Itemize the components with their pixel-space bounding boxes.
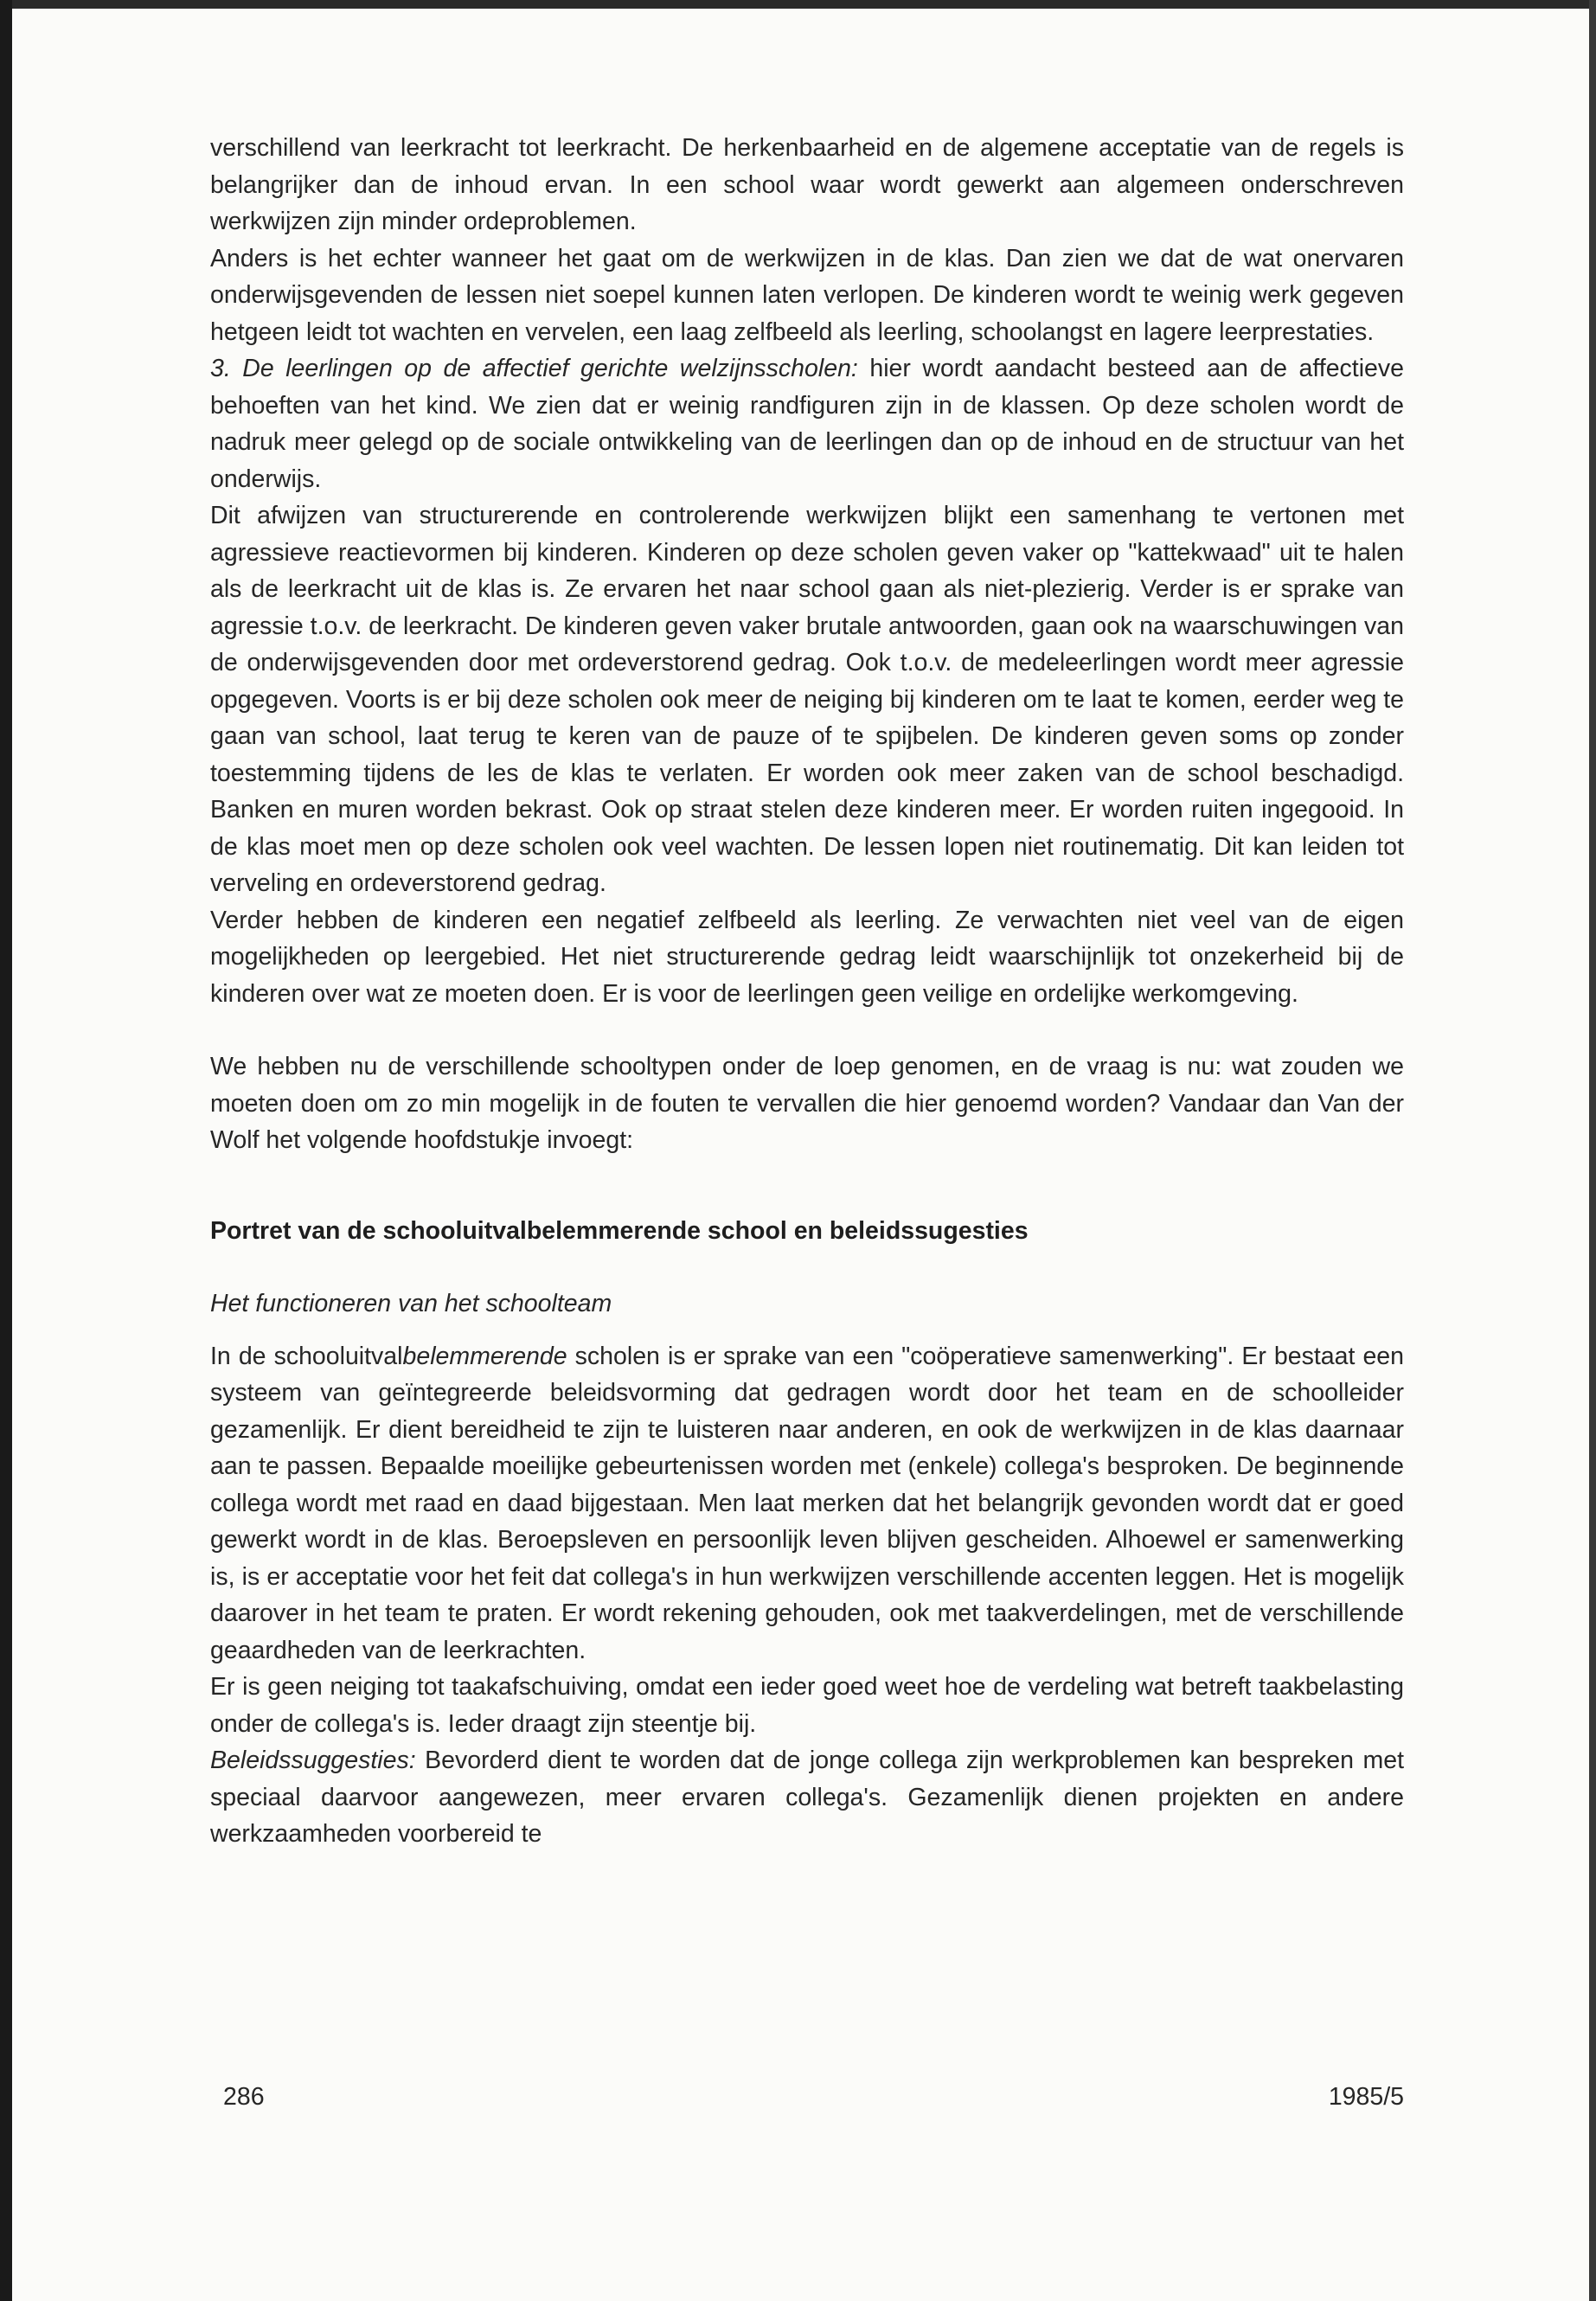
spacer [210,1249,1404,1285]
paragraph-7-rest: scholen is er sprake van een "coöperatieve samenwerking". Er bestaat een systeem van geïntegreerde beleidsvorming dat gedragen wordt door het team en de schoolleider gezamenlijk. Er dient bereidheid te zijn te luisteren naar anderen, en ook de werkwijzen in de klas daarnaar aan te passen. Bepaalde moeilijke gebeurtenissen worden met (enkele) collega's besproken. De beginnende collega wordt met raad en daad bijgestaan. Men laat merken dat het belangrijk gevonden wordt dat er goed gewerkt wordt in de klas. Beroepsleven en persoonlijk leven blijven gescheiden. Alhoewel er samenwerking is, is er acceptatie voor het feit dat collega's in hun werkwijzen verschillende accenten leggen. Het is mogelijk daarover in het team te praten. Er wordt rekening gehouden, ook met taakverdelingen, met de verschillende geaardheden van de leerkrachten. [210,1342,1404,1664]
section-subheading: Het functioneren van het schoolteam [210,1290,612,1317]
paragraph-7-start: In de schooluitval [210,1342,403,1370]
page-content [210,130,1404,1853]
paragraph-3 [210,350,1404,497]
paragraph-5: Verder hebben de kinderen een negatief zelfbeeld als leerling. Ze verwachten niet veel van de eigen mogelijkheden op leergebied. Het niet structurerende gedrag leidt waarschijnlijk tot onzekerheid bij de kinderen over wat ze moeten doen. Er is voor de leerlingen geen veilige en ordelijke werkomgeving. [210,906,1404,1008]
scan-edge-top [0,0,1596,9]
paragraph-2: Anders is het echter wanneer het gaat om de werkwijzen in de klas. Dan zien we dat de wat onervaren onderwijsgevenden de lessen niet soepel kunnen laten verlopen. De kinderen wordt te weinig werk gegeven hetgeen leidt tot wachten en vervelen, een laag zelfbeeld als leerling, schoolangst en lagere leerprestaties. [210,244,1404,346]
paragraph-9 [210,1742,1404,1853]
section-heading: Portret van de schooluitvalbelemmerende school en beleidssugesties [210,1216,1029,1245]
page-footer [223,2083,1404,2112]
paragraph-9-text: Bevorderd dient te worden dat de jonge collega zijn werkproblemen kan bespreken met speciaal daarvoor aangewezen, meer ervaren collega's. Gezamenlijk dienen projekten en andere werkzaamheden voorbereid te [210,1747,1404,1848]
paragraph-7 [210,1338,1404,1670]
paragraph-9-label: Beleidssuggesties: [210,1747,416,1774]
paragraph-3-text: hier wordt aandacht besteed aan de affectieve behoeften van het kind. We zien dat er weinig randfiguren zijn in de klassen. Op deze scholen wordt de nadruk meer gelegd op de sociale ontwikkeling van de leerlingen dan op de inhoud en de structuur van het onderwijs. [210,355,1404,493]
paragraph-7-emphasis: belemmerende [402,1342,567,1370]
paragraph-3-label: 3. De leerlingen op de affectief gerichte welzijnsscholen: [210,355,858,382]
spacer [210,1012,1404,1048]
issue-number: 1985/5 [1328,2083,1404,2111]
spacer [210,1159,1404,1213]
page-number: 286 [223,2083,265,2111]
paragraph-4: Dit afwijzen van structurerende en controlerende werkwijzen blijkt een samenhang te vertonen met agressieve reactievormen bij kinderen. Kinderen op deze scholen geven vaker op "kattekwaad" uit te halen als de leerkracht uit de klas is. Ze ervaren het naar school gaan als niet-plezierig. Verder is er sprake van agressie t.o.v. de leerkracht. De kinderen geven vaker brutale antwoorden, gaan ook na waarschuwingen van de onderwijsgevenden door met ordeverstorend gedrag. Ook t.o.v. de medeleerlingen wordt meer agressie opgegeven. Voorts is er bij deze scholen ook meer de neiging bij kinderen om te laat te komen, eerder weg te gaan van school, laat terug te keren van de pauze of te spijbelen. De kinderen geven soms op zonder toestemming tijdens de les de klas te verlaten. Er worden ook meer zaken van de school beschadigd. Banken en muren worden bekrast. Ook op straat stelen deze kinderen meer. Er worden ruiten ingegooid. In de klas moet men op deze scholen ook veel wachten. De lessen lopen niet routinematig. Dit kan leiden tot verveling en ordeverstorend gedrag. [210,502,1404,897]
paragraph-8: Er is geen neiging tot taakafschuiving, omdat een ieder goed weet hoe de verdeling wat betreft taakbelasting onder de collega's is. Ieder draagt zijn steentje bij. [210,1673,1404,1738]
paragraph-1: verschillend van leerkracht tot leerkracht. De herkenbaarheid en de algemene acceptatie van de regels is belangrijker dan de inhoud ervan. In een school waar wordt gewerkt aan algemeen onderschreven werkwijzen zijn minder ordeproblemen. [210,134,1404,235]
scan-edge-left [0,0,12,2301]
paragraph-6: We hebben nu de verschillende schooltypen onder de loep genomen, en de vraag is nu: wat zouden we moeten doen om zo min mogelijk in de fouten te vervallen die hier genoemd worden? Vandaar dan Van der Wolf het volgende hoofdstukje invoegt: [210,1053,1404,1154]
spacer [210,1323,1404,1338]
scan-edge-right [1589,0,1596,2301]
